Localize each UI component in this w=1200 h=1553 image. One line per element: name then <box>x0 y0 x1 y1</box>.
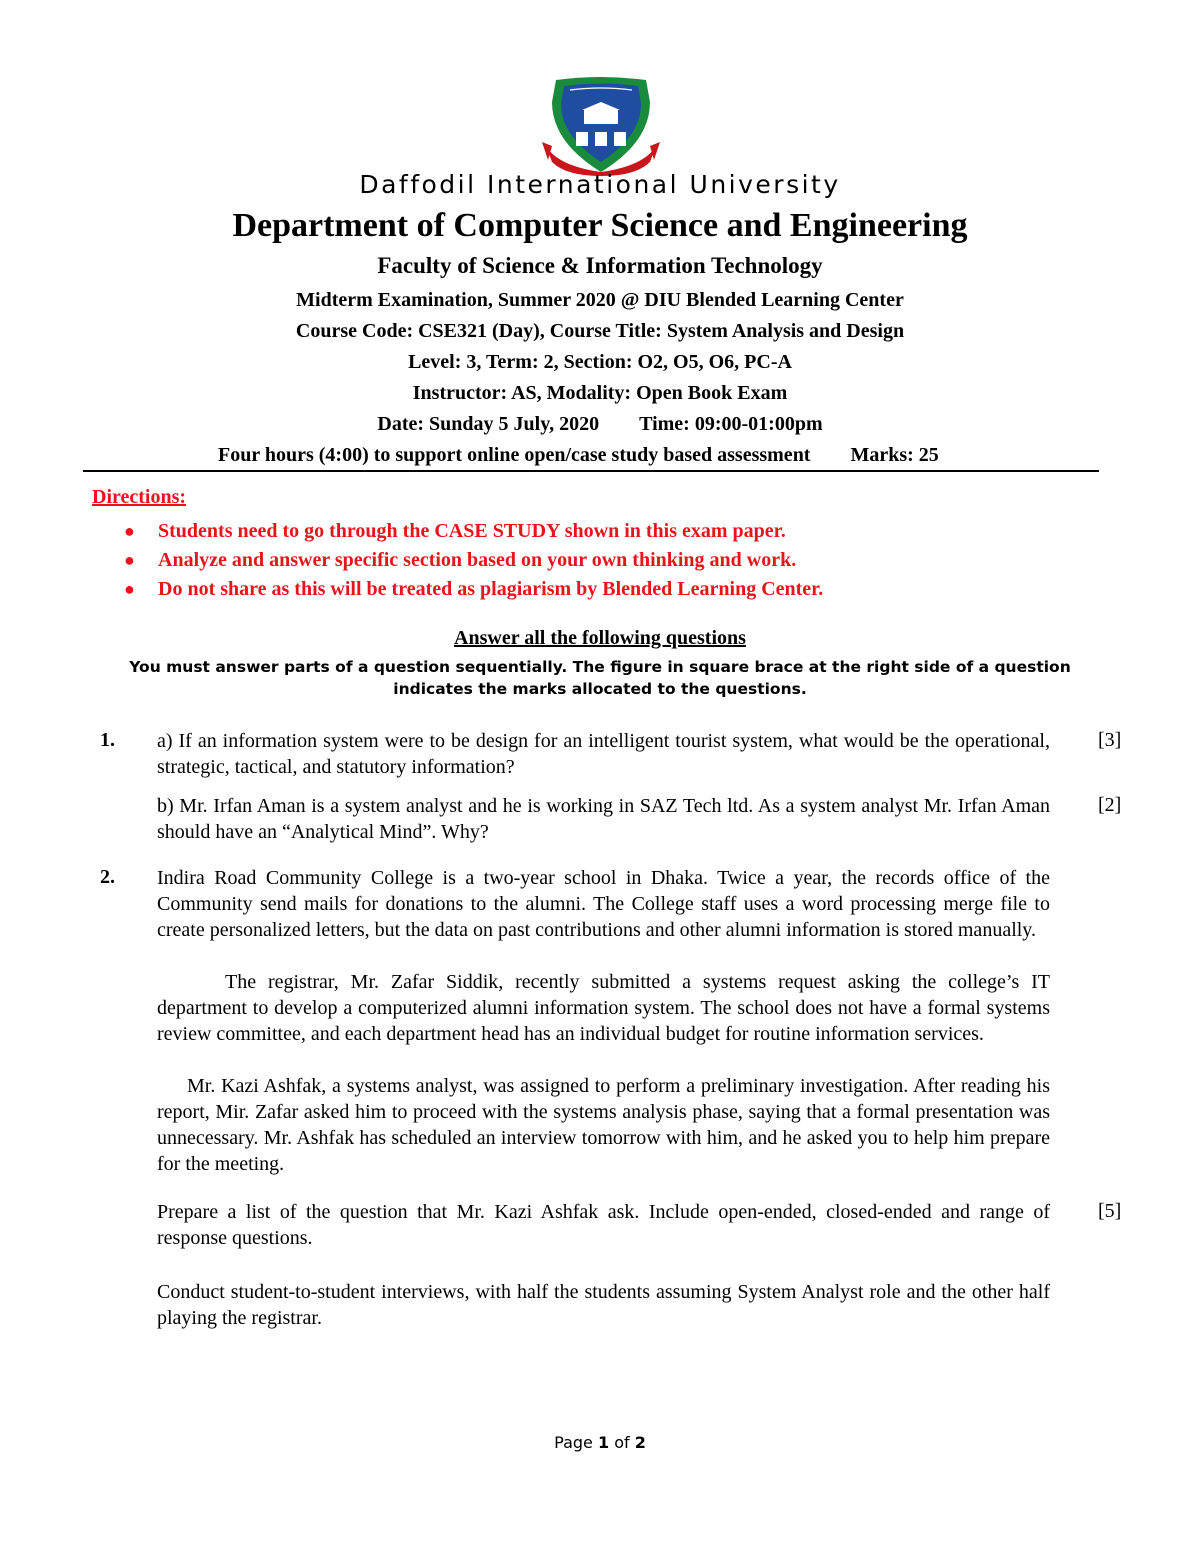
exam-duration: Four hours (4:00) to support online open/case study based assessment <box>218 444 811 466</box>
total-marks: Marks: 25 <box>850 444 939 466</box>
exam-line: Midterm Examination, Summer 2020 @ DIU Blended Learning Center <box>296 289 904 311</box>
exam-time: Time: 09:00-01:00pm <box>639 413 823 435</box>
level-line: Level: 3, Term: 2, Section: O2, O5, O6, PC-A <box>408 351 792 373</box>
faculty-title: Faculty of Science & Information Technology <box>377 253 823 278</box>
question-2-paragraph-1: Indira Road Community College is a two-year school in Dhaka. Twice a year, the records office of the Community send mails for donations to the alumni. The College staff uses a word processing merge file to create personalized letters, but the data on past contributions and other alumni information is stored manually. <box>157 867 1050 941</box>
diu-university-crest-icon <box>540 76 662 176</box>
question-2-number: 2. <box>100 866 115 888</box>
direction-item: ● Students need to go through the CASE STUDY shown in this exam paper. <box>120 517 823 546</box>
university-name: Daffodil International University <box>359 170 841 199</box>
page-number: 1 <box>597 1433 610 1452</box>
question-2-paragraph-2: The registrar, Mr. Zafar Siddik, recently submitted a systems request asking the college’s IT department to develop a computerized alumni information system. The school does not have a formal systems review committee, and each department head has an individual budget for routine information services. <box>157 971 1050 1045</box>
page-footer: Page 1 of 2 <box>554 1433 646 1452</box>
page-total: 2 <box>634 1433 646 1452</box>
question-1b-marks: [2] <box>1098 794 1122 816</box>
bullet-icon: ● <box>124 521 135 541</box>
direction-item: ● Do not share as this will be treated as plagiarism by Blended Learning Center. <box>120 575 823 604</box>
directions-title: Directions: <box>92 486 187 508</box>
header-divider <box>83 470 1099 472</box>
question-2-task: Prepare a list of the question that Mr. Kazi Ashfak ask. Include open-ended, closed-ended and range of response questions. <box>157 1201 1050 1249</box>
question-2-marks: [5] <box>1098 1200 1122 1222</box>
answer-heading: Answer all the following questions <box>454 627 746 649</box>
duration-line <box>218 444 939 467</box>
directions-list <box>120 517 823 604</box>
question-1b-text: b) Mr. Irfan Aman is a system analyst and he is working in SAZ Tech ltd. As a system analyst Mr. Irfan Aman should have an “Analytical Mind”. Why? <box>157 795 1050 843</box>
question-1a-marks: [3] <box>1098 729 1122 751</box>
instructor-line: Instructor: AS, Modality: Open Book Exam <box>412 382 788 404</box>
department-title: Department of Computer Science and Engineering <box>232 207 968 244</box>
question-1-number: 1. <box>100 729 115 751</box>
bullet-icon: ● <box>124 579 135 599</box>
exam-date: Date: Sunday 5 July, 2020 <box>377 413 600 435</box>
question-2-paragraph-3: Mr. Kazi Ashfak, a systems analyst, was assigned to perform a preliminary investigation. After reading his report, Mir. Zafar asked him to proceed with the systems analysis phase, saying that a formal presentation was unnecessary. Mr. Ashfak has scheduled an interview tomorrow with him, and he asked you to help him prepare for the meeting. <box>157 1075 1050 1175</box>
answer-note: You must answer parts of a question sequentially. The figure in square brace at the right side of a question indicates the marks allocated to the questions. <box>129 658 1071 698</box>
course-line: Course Code: CSE321 (Day), Course Title: System Analysis and Design <box>295 320 905 342</box>
date-time-line <box>0 413 1200 436</box>
question-1a-text: a) If an information system were to be design for an intelligent tourist system, what would be the operational, strategic, tactical, and statutory information? <box>157 730 1050 778</box>
bullet-icon: ● <box>124 550 135 570</box>
question-2-activity: Conduct student-to-student interviews, with half the students assuming System Analyst role and the other half playing the registrar. <box>157 1281 1050 1329</box>
direction-item: ● Analyze and answer specific section based on your own thinking and work. <box>120 546 823 575</box>
